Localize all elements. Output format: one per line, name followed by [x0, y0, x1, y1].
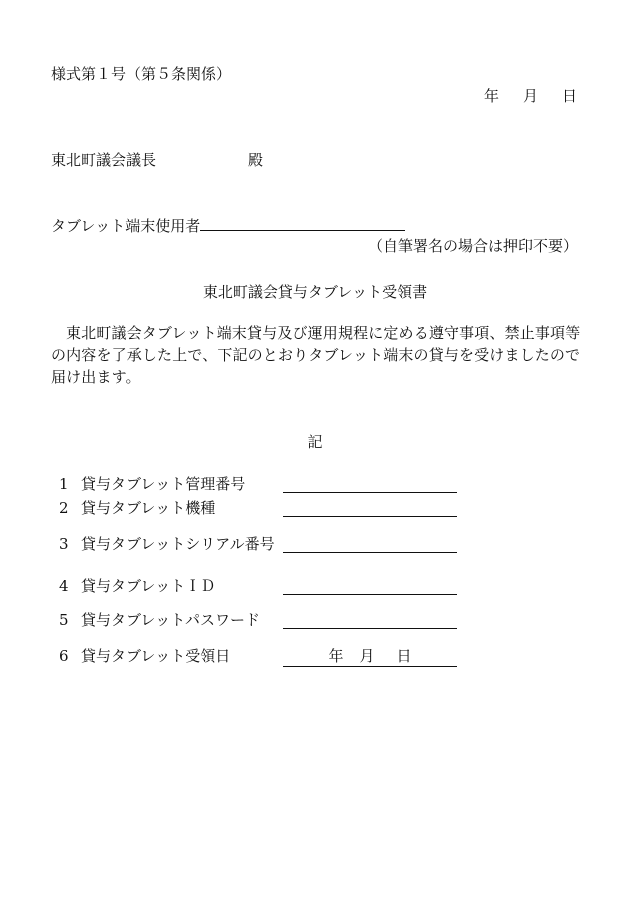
applicant-label: タブレット端末使用者 [51, 217, 201, 235]
applicant-line [51, 214, 405, 236]
addressee-name: 東北町議会議長 [51, 151, 157, 169]
date-month-label: 月 [522, 87, 538, 105]
model-field[interactable] [283, 498, 457, 517]
item-number: 2 [59, 499, 69, 517]
item-number: 6 [59, 647, 69, 665]
serial-number-field[interactable] [283, 534, 457, 553]
item-label: 貸与タブレットＩＤ [81, 577, 216, 595]
receipt-date-field[interactable] [283, 646, 457, 667]
item-serial-number [59, 534, 479, 574]
ki-heading: 記 [307, 433, 323, 451]
item-label: 貸与タブレットパスワード [81, 611, 260, 629]
item-label: 貸与タブレット機種 [81, 499, 216, 517]
item-label: 貸与タブレットシリアル番号 [81, 535, 275, 553]
addressee [51, 150, 263, 170]
item-model [59, 498, 479, 538]
addressee-honorific: 殿 [248, 151, 264, 169]
item-number: 1 [59, 475, 69, 493]
body-paragraph: 東北町議会タブレット端末貸与及び運用規程に定める遵守事項、禁止事項等の内容を了承した上で、下記のとおりタブレット端末の貸与を受けましたので届け出ます。 [51, 324, 581, 386]
item-receipt-date [59, 646, 479, 686]
management-number-field[interactable] [283, 474, 457, 493]
form-number: 様式第１号（第５条関係） [51, 65, 232, 83]
item-password [59, 610, 479, 650]
receipt-day-label: 日 [396, 647, 412, 665]
password-field[interactable] [283, 610, 457, 629]
date-day-label: 日 [561, 87, 577, 105]
signature-field[interactable] [200, 214, 405, 231]
item-number: 4 [59, 577, 69, 595]
receipt-year-label: 年 [328, 647, 344, 665]
signature-note: （自筆署名の場合は押印不要） [367, 237, 578, 255]
item-number: 3 [59, 535, 69, 553]
id-field[interactable] [283, 576, 457, 595]
item-number: 5 [59, 611, 69, 629]
receipt-month-label: 月 [359, 647, 375, 665]
document-title: 東北町議会貸与タブレット受領書 [202, 283, 428, 301]
date-line [484, 86, 577, 106]
item-label: 貸与タブレット受領日 [81, 647, 231, 665]
date-year-label: 年 [483, 87, 499, 105]
item-label: 貸与タブレット管理番号 [81, 475, 246, 493]
